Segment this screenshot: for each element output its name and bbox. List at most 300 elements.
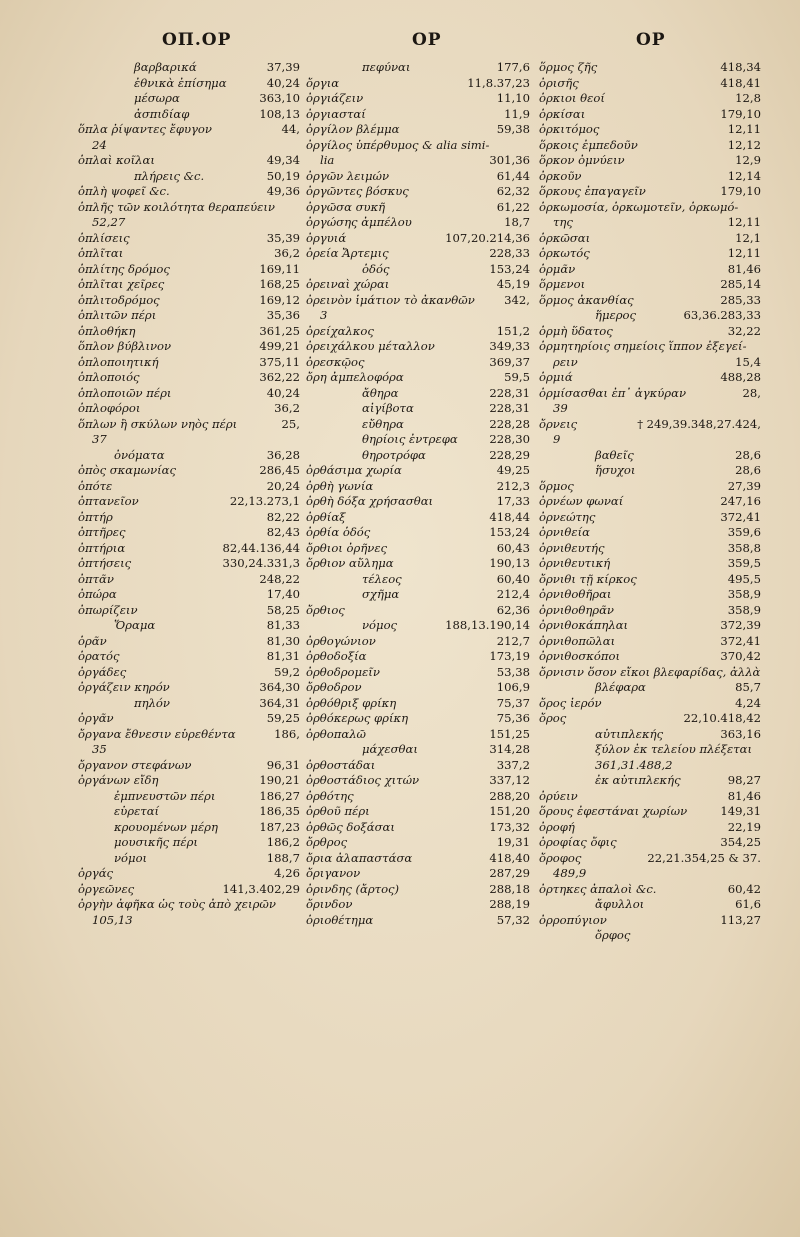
index-entry [78,262,300,278]
entry-term: ὄριγανον [306,866,361,880]
entry-reference: 12,8 [735,91,761,105]
entry-reference: 59,25 [266,711,300,725]
running-header [0,30,800,56]
entry-term: ὁπότε [78,478,113,493]
index-entry [78,200,300,216]
entry-reference: 82,43 [266,525,300,539]
index-entry [306,587,530,603]
entry-reference: 288,18 [489,881,530,896]
index-entry [78,742,300,758]
entry-term: ὀπώρα [78,587,117,601]
index-entry [306,820,530,836]
index-entry [306,510,530,526]
entry-term: ἀσπιδίαφ [134,106,190,121]
entry-reference: 35,36 [266,308,300,322]
index-entry [78,851,300,867]
entry-term: ὀνόματα [114,447,165,462]
entry-reference: 212,3 [496,478,530,493]
index-entry [539,432,761,448]
index-entry [306,200,530,216]
index-entry [78,339,300,355]
entry-term: ὁρμητηρίοις σημείοις ἵππον ἐξεγεί- [539,339,747,353]
entry-reference: 36,2 [274,246,300,260]
entry-term: ὀρνεώτης [539,509,596,524]
index-entry [539,820,761,836]
entry-term: 361,31.488,2 [595,757,673,772]
entry-term: ὀρνιθοσκόποι [539,649,620,663]
entry-reference: 169,11 [259,261,300,276]
entry-term: ὀργάνων εἴδη [78,773,159,787]
index-entry [78,510,300,526]
entry-term: ἄφυλλοι [595,897,645,911]
index-entry [306,401,530,417]
index-entry [78,169,300,185]
index-entry [78,634,300,650]
entry-term: ὁπλίσεις [78,230,130,245]
entry-term: ὄρθιον αὔλημα [306,556,394,570]
entry-term: ὀρθογώνιον [306,633,376,648]
entry-term: ἄθηρα [362,385,399,400]
index-entry [306,324,530,340]
index-entry [78,882,300,898]
index-entry [539,680,761,696]
index-entry [539,370,761,386]
entry-term: ὀρθάσιμα χωρία [306,463,402,477]
entry-term: ὀρθότης [306,788,354,803]
entry-term: ὁριοθέτημα [306,912,374,927]
entry-term: ὅρμος [539,478,574,493]
entry-term: ὀπτήσεις [78,556,132,570]
entry-reference: 17,33 [496,494,530,508]
entry-term: ὅπλων ἢ σκύλων νηὸς πέρι [78,416,238,431]
entry-reference: 28,6 [735,463,761,477]
index-entry [539,60,761,76]
entry-reference: 228,33 [489,246,530,260]
index-entry [306,308,530,324]
index-entry [306,122,530,138]
entry-term: ὅπλα ῥίψαντες ἔφυγον [78,122,212,136]
header-center: ΟΡ [412,30,442,50]
entry-reference: 364,31 [259,695,300,710]
entry-term: ὁδός [362,261,390,276]
entry-reference: 11,10 [496,91,530,105]
entry-reference: 301,36 [489,153,530,167]
index-column-3 [539,60,761,944]
entry-reference: 418,41 [720,75,761,90]
index-entry [306,618,530,634]
entry-term: ὀρθόκερως φρίκη [306,711,409,725]
index-entry [306,556,530,572]
entry-term: ὀργιάζειν [306,91,364,105]
index-entry [306,758,530,774]
entry-term: ὄργανον στεφάνων [78,757,192,772]
entry-reference: 488,28 [720,370,761,384]
entry-term: 37 [92,432,107,446]
entry-term: της [553,215,573,229]
entry-term: ὁρμᾶν [539,261,576,276]
index-entry [539,76,761,92]
entry-reference: 186,2 [266,835,300,849]
entry-reference: 75,36 [496,711,530,725]
entry-reference: 188,7 [266,850,300,865]
entry-reference: 49,34 [266,153,300,167]
entry-term: ὀπτᾶν [78,571,114,586]
index-entry [539,200,761,216]
entry-term: 35 [92,742,107,756]
index-entry [78,215,300,231]
entry-term: ὁπλιτῶν πέρι [78,308,157,322]
index-entry [539,634,761,650]
index-entry [306,882,530,898]
entry-reference: 49,36 [266,184,300,198]
index-entry [78,525,300,541]
entry-term: ὁπλοθήκη [78,323,136,338]
index-entry [78,184,300,200]
entry-term: ὄργανα ἔθνεσιν εὑρεθέντα [78,726,236,741]
entry-term: ὀρθόθριξ φρίκη [306,695,397,710]
entry-reference: 362,22 [259,370,300,384]
entry-reference: 363,10 [259,91,300,105]
entry-term: ὀρείχαλκος [306,323,374,338]
entry-term: ὁρκῶσαι [539,230,591,245]
index-entry [306,634,530,650]
entry-reference: 169,12 [259,292,300,307]
index-entry [539,618,761,634]
entry-term: θηροτρόφα [362,447,426,462]
index-entry [539,479,761,495]
entry-reference: 186,27 [259,788,300,803]
index-entry [78,773,300,789]
index-entry [78,618,300,634]
index-entry [78,107,300,123]
entry-term: ἐμπνευστῶν πέρι [114,788,216,803]
index-entry [78,76,300,92]
index-entry [306,138,530,154]
entry-reference: 330,24.331,3 [222,556,300,570]
entry-reference: 188,13.190,14 [445,618,530,632]
entry-reference: 349,33 [489,339,530,353]
index-entry [539,882,761,898]
entry-term: ὀρνέων φωναί [539,494,624,508]
index-entry [539,541,761,557]
entry-reference: 75,37 [496,695,530,710]
header-right: ΟΡ [636,30,666,50]
entry-reference: 35,39 [266,230,300,245]
entry-reference: 28,6 [735,447,761,462]
entry-reference: 12,11 [727,246,761,260]
entry-reference: 228,28 [489,416,530,431]
index-entry [539,711,761,727]
entry-reference: 358,9 [727,602,761,617]
entry-term: σχῆμα [362,587,400,601]
entry-term: ἥσυχοι [595,463,636,477]
index-entry [539,525,761,541]
index-entry [539,401,761,417]
entry-reference: † 249,39.348,27.424, [637,416,761,431]
entry-reference: 186,35 [259,804,300,818]
index-entry [539,169,761,185]
entry-term: ὀρεσκῷος [306,354,365,369]
entry-term: ὀρροπύγιον [539,912,607,927]
entry-term: ὄρνεις [539,416,578,431]
entry-term: ὀργάδες [78,664,127,679]
entry-term: ὀρτηκες ἀπαλοὶ &c. [539,881,657,896]
index-entry [78,556,300,572]
entry-reference: 173,32 [489,819,530,834]
entry-reference: 342, [504,292,530,307]
entry-term: ὄρθρος [306,835,348,849]
entry-reference: 247,16 [720,494,761,508]
entry-term: ὄρφος [595,928,631,942]
entry-term: αἰγίβοτα [362,401,414,415]
index-entry [306,913,530,929]
index-entry [78,246,300,262]
entry-reference: 495,5 [727,571,761,586]
entry-term: ὀπτῆρες [78,525,126,539]
index-entry [539,851,761,867]
index-entry [306,153,530,169]
entry-term: βλέφαρα [595,680,646,694]
index-entry [78,866,300,882]
entry-term: ὀρθοστάδαι [306,757,376,772]
entry-term: ὀπτανεῖον [78,494,139,508]
entry-reference: 107,20.214,36 [445,230,530,245]
entry-term: ὁρκιτόμος [539,122,600,136]
entry-term: βαρβαρικά [134,60,197,74]
entry-term: 39 [553,401,568,415]
entry-reference: 85,7 [735,680,761,694]
entry-term: ὄρθιοι ὀρῆνες [306,540,388,555]
entry-term: ὀργίλος ὑπέρθυμος & alia simi- [306,137,490,152]
entry-reference: 59,2 [274,664,300,679]
entry-term: ὀρεία Ἄρτεμις [306,246,389,260]
entry-term: θηρίοις ἐντρεφα [362,432,458,446]
entry-term: ὄρνιθι τῇ κίρκος [539,571,637,586]
entry-term: ὅρους ἐφεστάναι χωρίων [539,804,688,818]
entry-term: ὀργώσης ἀμπέλου [306,215,412,229]
index-entry [306,417,530,433]
entry-term: ὀπτήρ [78,509,113,524]
index-entry [78,308,300,324]
index-entry [78,463,300,479]
entry-term: ὀργάζειν κηρόν [78,680,170,694]
entry-term: ὀρινδης (ἄρτος) [306,881,400,896]
entry-term: ὀργυιά [306,230,347,245]
entry-reference: 141,3.402,29 [222,881,300,896]
index-entry [78,355,300,371]
entry-reference: 288,20 [489,788,530,803]
entry-term: ὀργὴν ἀφῆκα ὡς τοὺς ἀπὸ χειρῶν [78,897,276,911]
index-entry [78,804,300,820]
header-left: ΟΠ.ΟΡ [162,30,232,50]
entry-reference: 186, [274,726,300,741]
index-entry [78,897,300,913]
entry-reference: 12,11 [727,122,761,136]
entry-reference: 212,4 [496,587,530,601]
entry-term: ὁπλὴ ψοφεῖ &c. [78,184,170,198]
entry-term: ὁπλαὶ κοῖλαι [78,153,155,167]
entry-term: ὁπλοποιός [78,370,140,384]
index-entry [78,711,300,727]
entry-term: ὁρκιοι θεοί [539,91,605,105]
index-entry [306,339,530,355]
entry-term: ἐκ αὐτιπλεκής [595,773,681,787]
entry-reference: 190,21 [259,773,300,787]
index-entry [306,262,530,278]
entry-reference: 359,6 [727,525,761,539]
index-entry [539,494,761,510]
index-entry [78,835,300,851]
entry-reference: 364,30 [259,680,300,694]
index-entry [78,696,300,712]
entry-reference: 375,11 [259,354,300,369]
index-entry [539,866,761,882]
entry-term: ὀρθοστάδιος χιτών [306,773,420,787]
index-entry [539,262,761,278]
entry-term: 24 [92,137,107,152]
entry-term: νόμος [362,618,398,632]
entry-reference: 15,4 [735,354,761,369]
index-entry [78,386,300,402]
index-entry [306,169,530,185]
entry-reference: 113,27 [720,912,761,927]
entry-reference: 49,25 [496,463,530,477]
entry-reference: 12,11 [727,215,761,229]
entry-term: ὀρνιθευτής [539,540,605,555]
index-entry [306,494,530,510]
entry-reference: 27,39 [727,478,761,493]
index-entry [306,649,530,665]
entry-term: ὁρκίσαι [539,106,586,121]
entry-term: ὁπλοφόροι [78,401,141,415]
entry-term: ἥμερος [595,308,636,322]
index-entry [306,897,530,913]
entry-term: ὀρθῶς δοξάσαι [306,819,395,834]
entry-term: ὄρθιος [306,602,345,617]
entry-reference: 370,42 [720,649,761,663]
entry-term: εὔθηρα [362,416,404,431]
entry-term: ὀρνιθευτική [539,556,611,570]
entry-term: ὀργῶντες βόσκυς [306,184,409,198]
entry-reference: 499,21 [259,339,300,353]
entry-term: νόμοι [114,850,148,865]
entry-reference: 63,36.283,33 [683,308,761,322]
entry-term: ὅρκοις ἐμπεδοῦν [539,137,638,152]
index-entry [306,277,530,293]
entry-term: ὄρνισιν ὅσον εἴκοι βλεφαρίδας, ἀλλὰ [539,664,761,679]
entry-term: αὐτιπλεκής [595,726,664,741]
index-entry [539,897,761,913]
entry-reference: 359,5 [727,556,761,570]
index-entry [78,820,300,836]
entry-reference: 81,33 [266,618,300,632]
entry-reference: 11,8.37,23 [467,75,530,90]
entry-term: ὁρατός [78,649,120,663]
entry-reference: 248,22 [259,571,300,586]
index-entry [306,231,530,247]
entry-reference: 36,28 [266,447,300,462]
index-entry [539,758,761,774]
entry-term: μουσικῆς πέρι [114,835,198,849]
entry-reference: 228,29 [489,447,530,462]
index-entry [539,649,761,665]
entry-term: Ὅραμα [114,618,156,632]
entry-term: ὄρος [539,711,567,725]
entry-term: ὀρθὴ δόξα χρήσασθαι [306,494,434,508]
index-entry [539,107,761,123]
index-entry [78,138,300,154]
index-entry [78,370,300,386]
entry-term: ὀρισῆς [539,75,579,90]
index-entry [78,324,300,340]
entry-reference: 57,32 [496,912,530,927]
entry-reference: 173,19 [489,649,530,663]
entry-reference: 179,10 [720,184,761,198]
entry-reference: 285,14 [720,277,761,291]
entry-term: ὀρθοῦ πέρι [306,804,370,818]
index-entry [78,231,300,247]
entry-reference: 363,16 [720,726,761,741]
entry-reference: 228,31 [489,385,530,400]
index-entry [539,293,761,309]
index-entry [306,215,530,231]
index-entry [539,231,761,247]
index-entry [539,324,761,340]
entry-term: βαθεῖς [595,447,634,462]
entry-reference: 81,46 [727,261,761,276]
entry-reference: 287,29 [489,866,530,880]
index-entry [78,572,300,588]
index-entry [306,742,530,758]
index-entry [539,138,761,154]
index-entry [306,680,530,696]
entry-reference: 106,9 [496,680,530,694]
entry-term: ὀρνιθοθηρᾶν [539,602,614,617]
entry-term: τέλεος [362,571,402,586]
entry-reference: 354,25 [720,835,761,849]
entry-reference: 22,13.273,1 [229,494,300,508]
index-entry [78,913,300,929]
entry-term: ὁρμιά [539,370,573,384]
index-entry [78,293,300,309]
index-entry [306,107,530,123]
index-entry [306,696,530,712]
index-entry [539,587,761,603]
index-entry [539,928,761,944]
index-entry [539,215,761,231]
entry-reference: 337,12 [489,773,530,787]
entry-term: ὀρνιθοπῶλαι [539,633,616,648]
entry-term: ὁπλῖται [78,246,124,260]
index-entry [78,789,300,805]
entry-term: 105,13 [92,912,133,927]
entry-reference: 61,22 [496,199,530,214]
index-entry [306,773,530,789]
entry-reference: 153,24 [489,261,530,276]
index-entry [306,184,530,200]
entry-term: ὀρεινὸν ἱμάτιον τὸ ἀκανθῶν [306,292,475,307]
index-entry [539,355,761,371]
index-entry [306,851,530,867]
index-entry [306,432,530,448]
index-entry [539,184,761,200]
entry-reference: 98,27 [727,773,761,787]
entry-term: ὀρθοδοξία [306,649,367,663]
entry-term: ὄργια [306,75,340,90]
entry-term: ὀρειχάλκου μέταλλον [306,339,435,353]
index-entry [306,479,530,495]
entry-term: πηλόν [134,695,170,710]
